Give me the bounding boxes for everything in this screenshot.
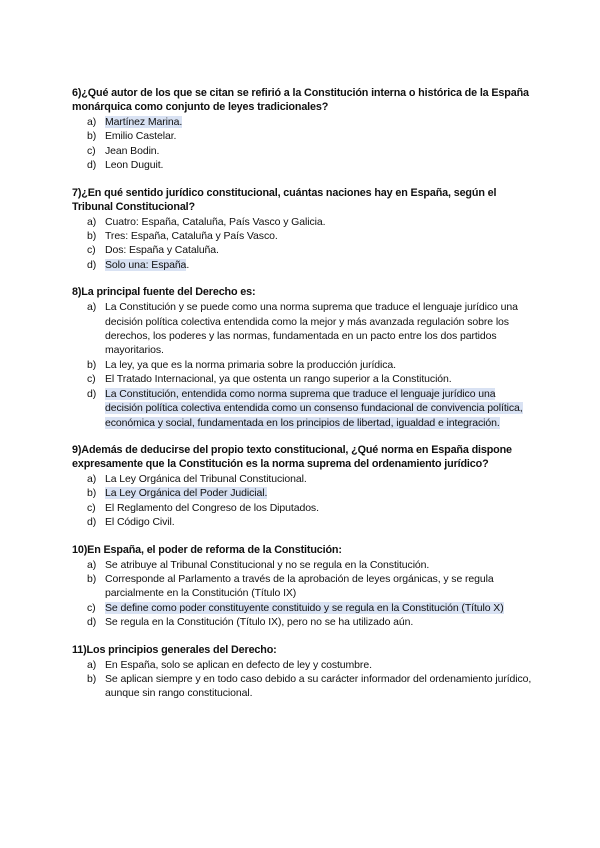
option-text: Se aplican siempre y en todo caso debido a su carácter informador del ordenamiento jurídico, aunque sin rango constitucional. <box>105 672 532 700</box>
option-letter: b) <box>87 358 97 371</box>
option-text-wrap <box>105 486 532 500</box>
option-letter: c) <box>87 373 96 386</box>
question-block <box>72 285 532 430</box>
question-block <box>72 186 532 273</box>
option-letter: a) <box>87 301 97 314</box>
option-text-wrap <box>105 144 532 158</box>
option-text: Tres: España, Cataluña y País Vasco. <box>105 230 278 243</box>
question-list <box>72 86 532 714</box>
option-letter: c) <box>87 144 96 157</box>
option-letter: a) <box>87 215 97 228</box>
option-text-wrap <box>105 129 532 143</box>
answer-option <box>72 115 532 129</box>
option-text-wrap <box>105 387 532 430</box>
question-title: 11)Los principios generales del Derecho: <box>72 643 277 656</box>
option-text: La Ley Orgánica del Tribunal Constitucional. <box>105 472 307 485</box>
option-letter: b) <box>87 230 97 243</box>
answer-option <box>72 129 532 143</box>
option-text: Emilio Castelar. <box>105 130 177 143</box>
answer-option <box>72 258 532 272</box>
question-block <box>72 643 532 701</box>
highlighted-answer-text: La Constitución, entendida como norma suprema que traduce el lenguaje jurídico una decisión política colectiva entendida como un consenso fundacional de convivencia política, económica y social, fundamentada en los principios de libertad, igualdad e integración. <box>105 387 523 429</box>
option-text: El Reglamento del Congreso de los Diputados. <box>105 501 319 514</box>
option-text: Leon Duguit. <box>105 159 164 172</box>
option-text: Se regula en la Constitución (Título IX), pero no se ha utilizado aún. <box>105 616 414 629</box>
option-text-wrap <box>105 515 532 529</box>
answer-option <box>72 501 532 515</box>
option-letter: a) <box>87 472 97 485</box>
option-text-wrap <box>105 229 532 243</box>
option-letter: c) <box>87 601 96 614</box>
option-text-wrap <box>105 615 532 629</box>
option-letter: a) <box>87 558 97 571</box>
answer-option <box>72 515 532 529</box>
option-letter: d) <box>87 258 97 271</box>
answer-option <box>72 601 532 615</box>
answer-option <box>72 358 532 372</box>
option-text-wrap <box>105 501 532 515</box>
question-title: 6)¿Qué autor de los que se citan se refirió a la Constitución interna o histórica de la España monárquica como conjunto de leyes tradicionales? <box>72 87 529 113</box>
answer-option <box>72 372 532 386</box>
option-letter: d) <box>87 616 97 629</box>
highlighted-answer-text: Se define como poder constituyente constituido y se regula en la Constitución (Título X) <box>105 601 504 614</box>
option-text: Dos: España y Cataluña. <box>105 244 219 257</box>
option-text: La ley, ya que es la norma primaria sobre la producción jurídica. <box>105 358 396 371</box>
answer-option <box>72 144 532 158</box>
option-text-wrap <box>105 258 532 272</box>
question-title: 7)¿En qué sentido jurídico constitucional, cuántas naciones hay en España, según el Tribunal Constitucional? <box>72 186 497 213</box>
highlighted-answer-text: Martínez Marina. <box>105 116 183 128</box>
highlighted-answer-text: Solo una: España <box>105 258 187 271</box>
option-text: Jean Bodin. <box>105 144 160 157</box>
option-text-wrap <box>105 601 532 615</box>
answer-option <box>72 300 532 358</box>
highlighted-answer-text: La Ley Orgánica del Poder Judicial. <box>105 487 268 500</box>
option-letter: b) <box>87 487 97 500</box>
question-block <box>72 543 532 630</box>
option-text: En España, solo se aplican en defecto de ley y costumbre. <box>105 658 372 671</box>
option-text-wrap <box>105 115 532 129</box>
question-block <box>72 86 532 173</box>
option-letter: a) <box>87 116 97 128</box>
option-text: Cuatro: España, Cataluña, País Vasco y Galicia. <box>105 215 326 228</box>
answer-option <box>72 229 532 243</box>
option-text-wrap <box>105 243 532 257</box>
option-text-wrap <box>105 300 532 358</box>
answer-option <box>72 243 532 257</box>
answer-option <box>72 615 532 629</box>
question-title: 10)En España, el poder de reforma de la Constitución: <box>72 543 342 556</box>
option-suffix: . <box>186 258 190 271</box>
answer-option <box>72 672 532 701</box>
answer-option <box>72 215 532 229</box>
option-text-wrap <box>105 372 532 386</box>
option-text-wrap <box>105 672 532 701</box>
answer-option <box>72 558 532 572</box>
option-text: Corresponde al Parlamento a través de la aprobación de leyes orgánicas, y se regula parcialmente en la Constitución (Título IX) <box>105 572 494 600</box>
question-title: 8)La principal fuente del Derecho es: <box>72 286 256 299</box>
option-text-wrap <box>105 472 532 486</box>
option-text-wrap <box>105 158 532 172</box>
option-letter: d) <box>87 516 97 529</box>
option-letter: d) <box>87 387 97 400</box>
option-letter: b) <box>87 672 97 685</box>
question-block <box>72 443 532 530</box>
answer-option <box>72 572 532 601</box>
option-text-wrap <box>105 558 532 572</box>
option-text: Se atribuye al Tribunal Constitucional y no se regula en la Constitución. <box>105 558 430 571</box>
option-text: El Tratado Internacional, ya que ostenta un rango superior a la Constitución. <box>105 373 452 386</box>
option-letter: b) <box>87 572 97 585</box>
option-text: El Código Civil. <box>105 516 175 529</box>
option-text-wrap <box>105 358 532 372</box>
option-letter: a) <box>87 658 97 671</box>
question-title: 9)Además de deducirse del propio texto constitucional, ¿Qué norma en España dispone expresamente que la Constitución es la norma suprema del ordenamiento jurídico? <box>72 443 512 470</box>
answer-option <box>72 658 532 672</box>
answer-option <box>72 472 532 486</box>
option-letter: b) <box>87 130 97 143</box>
answer-option <box>72 486 532 500</box>
option-letter: d) <box>87 159 97 172</box>
answer-option <box>72 158 532 172</box>
option-text-wrap <box>105 658 532 672</box>
answer-option <box>72 387 532 430</box>
option-text-wrap <box>105 215 532 229</box>
option-text: La Constitución y se puede como una norma suprema que traduce el lenguaje jurídico una decisión política colectiva entendida como la mejor y más avanzada regulación sobre los derechos, los poderes y las normas, fundamentada en un pacto entre los dos partidos mayoritarios. <box>105 301 518 357</box>
option-letter: c) <box>87 501 96 514</box>
option-letter: c) <box>87 244 96 257</box>
option-text-wrap <box>105 572 532 601</box>
